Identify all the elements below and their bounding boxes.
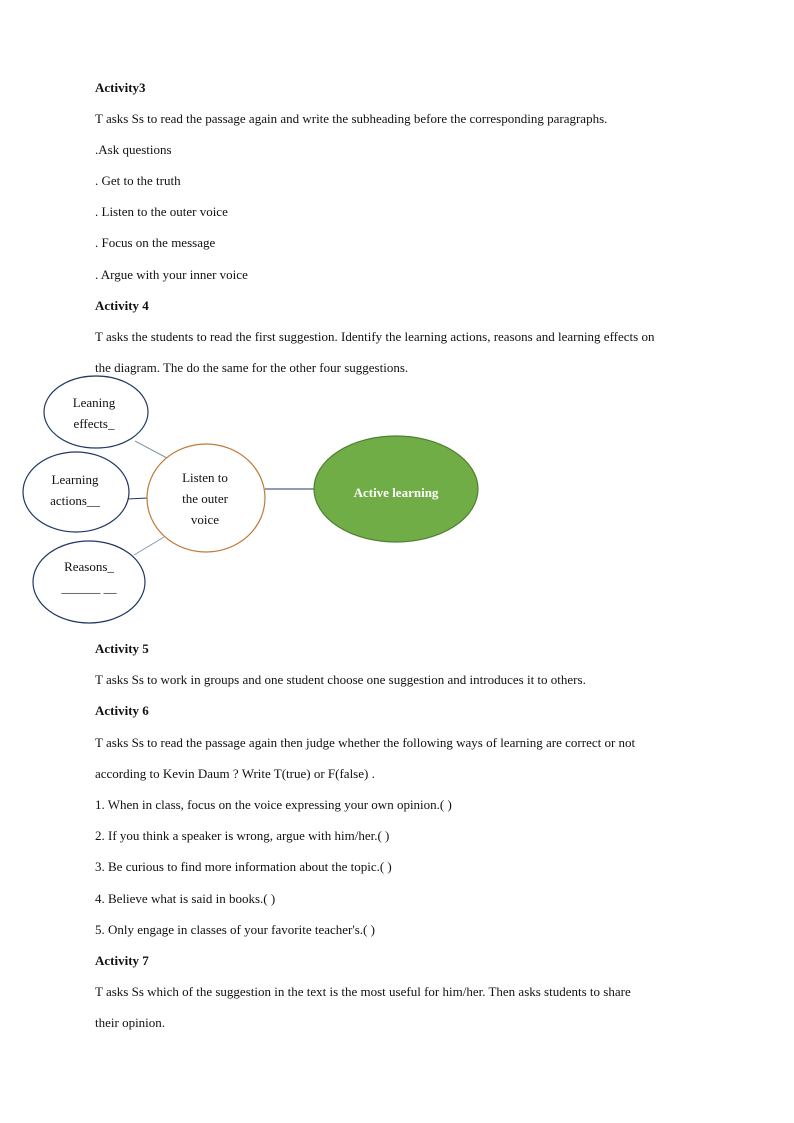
activity7-heading: Activity 7 [95,953,149,968]
activity7-task-line1: T asks Ss which of the suggestion in the text is the most useful for him/her. Then asks students to share [95,984,631,999]
node-actions-line: Learning [51,472,99,487]
activity4-task-line2: the diagram. The do the same for the other four suggestions. [95,360,409,375]
activity3-option: .Ask questions [95,142,172,157]
node-center-label [160,467,250,530]
node-effects-line: effects_ [73,416,115,431]
node-center-line: Listen to [182,470,228,485]
activity6-task-line2: according to Kevin Daum ? Write T(true) or F(false) . [95,766,375,781]
node-main-label: Active learning [353,485,439,500]
activity6-item: 5. Only engage in classes of your favorite teacher's.( ) [95,922,375,937]
node-effects-label [46,392,142,434]
connector-effects [135,441,167,458]
connector-actions [127,498,148,499]
node-effects-line: Leaning [72,395,116,410]
activity5-task: T asks Ss to work in groups and one student choose one suggestion and introduces it to others. [95,672,586,687]
activity4-heading: Activity 4 [95,298,149,313]
activity3-option: . Focus on the message [95,235,216,250]
node-reasons-line: Reasons_ [64,559,114,574]
activity6-task-line1: T asks Ss to read the passage again then judge whether the following ways of learning are correct or not [95,735,636,750]
node-reasons-line: ______ __ [61,580,117,595]
activity6-item: 4. Believe what is said in books.( ) [95,891,276,906]
activity3-option: . Argue with your inner voice [95,267,248,282]
activity3-option: . Get to the truth [95,173,181,188]
node-center-line: the outer [182,491,228,506]
activity3-heading: Activity3 [95,80,146,95]
node-center-line: voice [190,512,220,527]
activity4-task-line1: T asks the students to read the first suggestion. Identify the learning actions, reasons and learning effects on [95,329,655,344]
activity6-item: 2. If you think a speaker is wrong, argue with him/her.( ) [95,828,390,843]
activity3-task: T asks Ss to read the passage again and write the subheading before the corresponding paragraphs. [95,111,608,126]
activity6-item: 3. Be curious to find more information about the topic.( ) [95,859,392,874]
activity6-item: 1. When in class, focus on the voice expressing your own opinion.( ) [95,797,452,812]
activity3-option: . Listen to the outer voice [95,204,228,219]
connector-reasons [134,537,164,555]
activity6-heading: Activity 6 [95,703,149,718]
node-reasons-label [40,556,138,598]
node-actions-label [27,469,123,511]
activity7-task-line2: their opinion. [95,1015,166,1030]
node-actions-line: actions__ [50,493,100,508]
activity5-heading: Activity 5 [95,641,149,656]
